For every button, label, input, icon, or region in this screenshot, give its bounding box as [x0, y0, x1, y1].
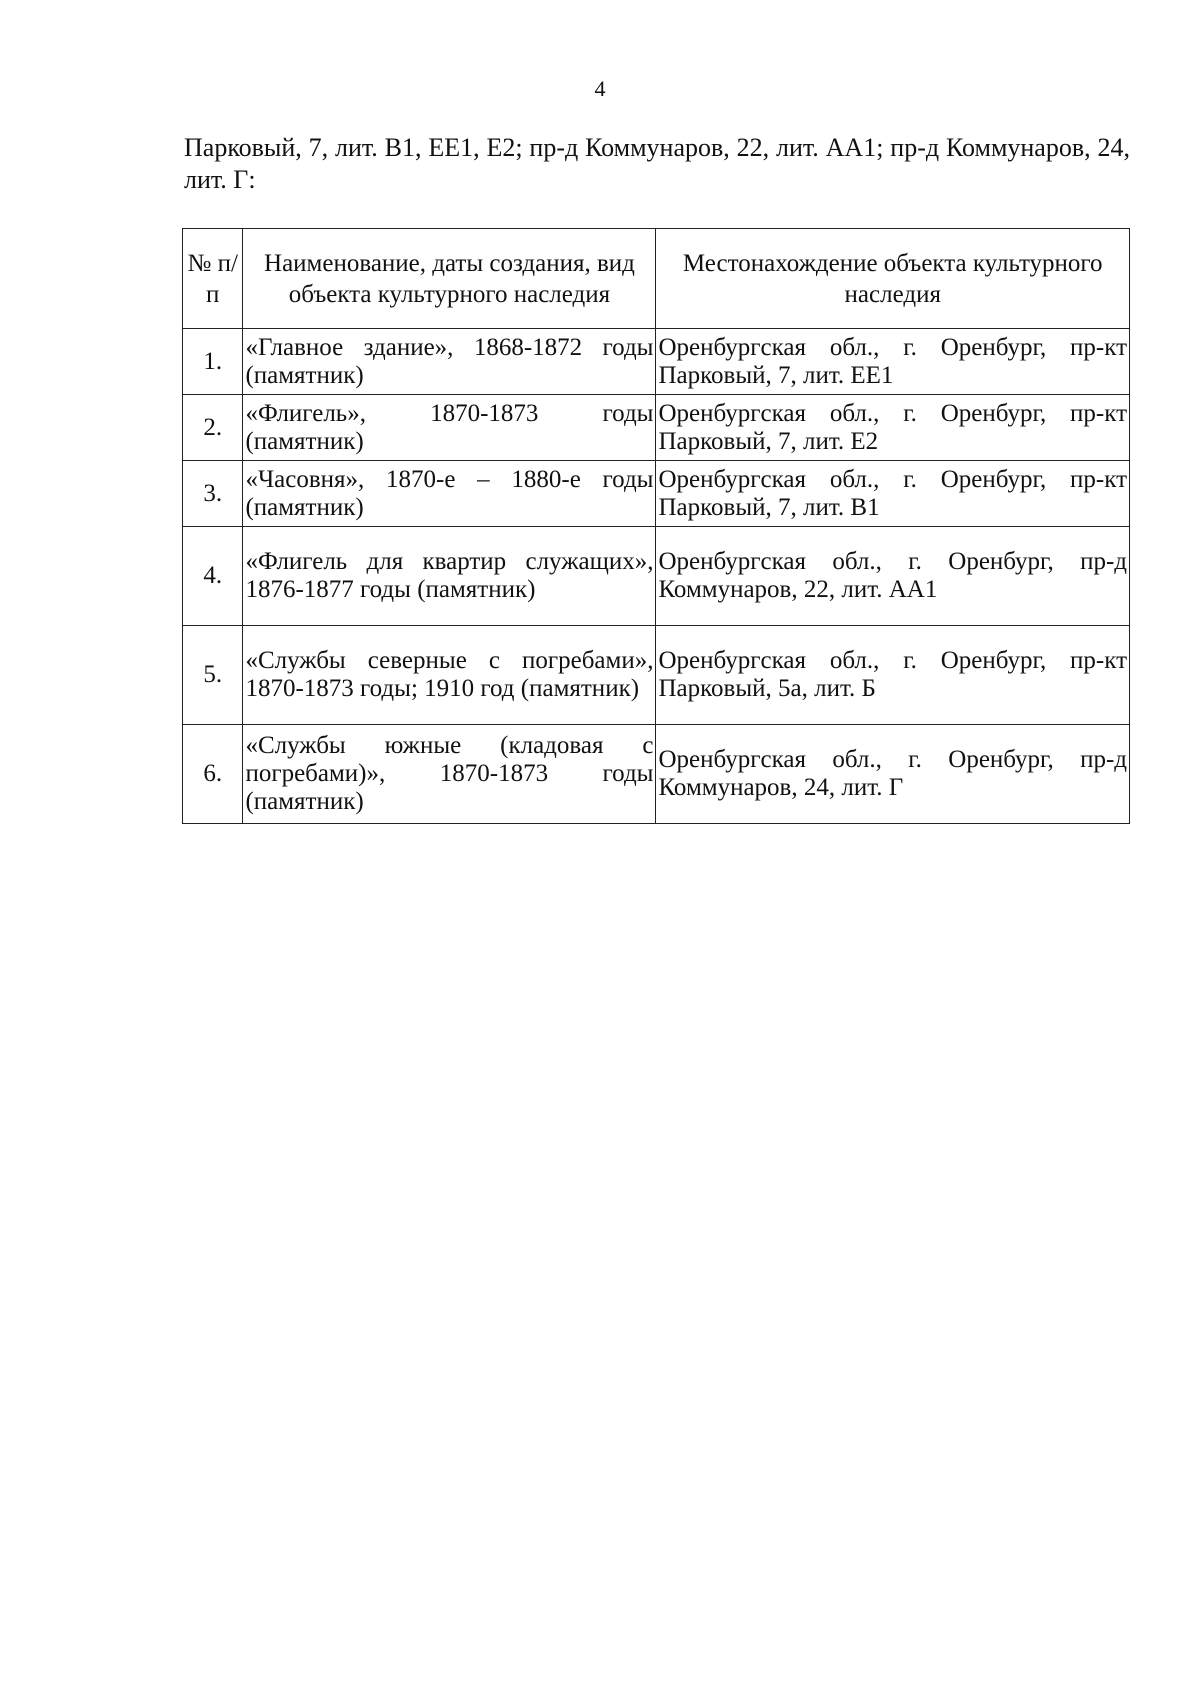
row-name: «Флигель», 1870-1873 годы (памятник) [243, 395, 656, 461]
row-location: Оренбургская обл., г. Оренбург, пр-кт Парковый, 7, лит. ЕЕ1 [656, 329, 1130, 395]
page-number: 4 [594, 76, 606, 101]
row-location: Оренбургская обл., г. Оренбург, пр-д Коммунаров, 24, лит. Г [656, 725, 1130, 824]
table-row [183, 725, 1130, 824]
table-row [183, 329, 1130, 395]
row-num: 4. [183, 527, 243, 626]
row-name: «Часовня», 1870-е – 1880-е годы (памятник) [243, 461, 656, 527]
intro-paragraph: Парковый, 7, лит. В1, ЕЕ1, Е2; пр-д Коммунаров, 22, лит. АА1; пр-д Коммунаров, 24, лит. Г: [184, 133, 1130, 194]
table-row [183, 395, 1130, 461]
table-header-row [183, 229, 1130, 329]
row-num: 1. [183, 329, 243, 395]
row-location: Оренбургская обл., г. Оренбург, пр-кт Парковый, 5а, лит. Б [656, 626, 1130, 725]
row-name: «Флигель для квартир служащих», 1876-1877 годы (памятник) [243, 527, 656, 626]
header-name: Наименование, даты создания, вид объекта культурного наследия [243, 229, 656, 329]
row-num: 5. [183, 626, 243, 725]
row-location: Оренбургская обл., г. Оренбург, пр-кт Парковый, 7, лит. Е2 [656, 395, 1130, 461]
row-num: 6. [183, 725, 243, 824]
header-location: Местонахождение объекта культурного наследия [656, 229, 1130, 329]
row-location: Оренбургская обл., г. Оренбург, пр-д Коммунаров, 22, лит. АА1 [656, 527, 1130, 626]
row-name: «Службы северные с погребами», 1870-1873 годы; 1910 год (памятник) [243, 626, 656, 725]
row-num: 2. [183, 395, 243, 461]
table-row [183, 461, 1130, 527]
table-row [183, 527, 1130, 626]
row-num: 3. [183, 461, 243, 527]
row-name: «Главное здание», 1868-1872 годы (памятник) [243, 329, 656, 395]
header-num: № п/п [183, 229, 243, 329]
row-location: Оренбургская обл., г. Оренбург, пр-кт Парковый, 7, лит. В1 [656, 461, 1130, 527]
table-row [183, 626, 1130, 725]
heritage-objects-table [182, 228, 1130, 824]
row-name: «Службы южные (кладовая с погребами)», 1870-1873 годы (памятник) [243, 725, 656, 824]
